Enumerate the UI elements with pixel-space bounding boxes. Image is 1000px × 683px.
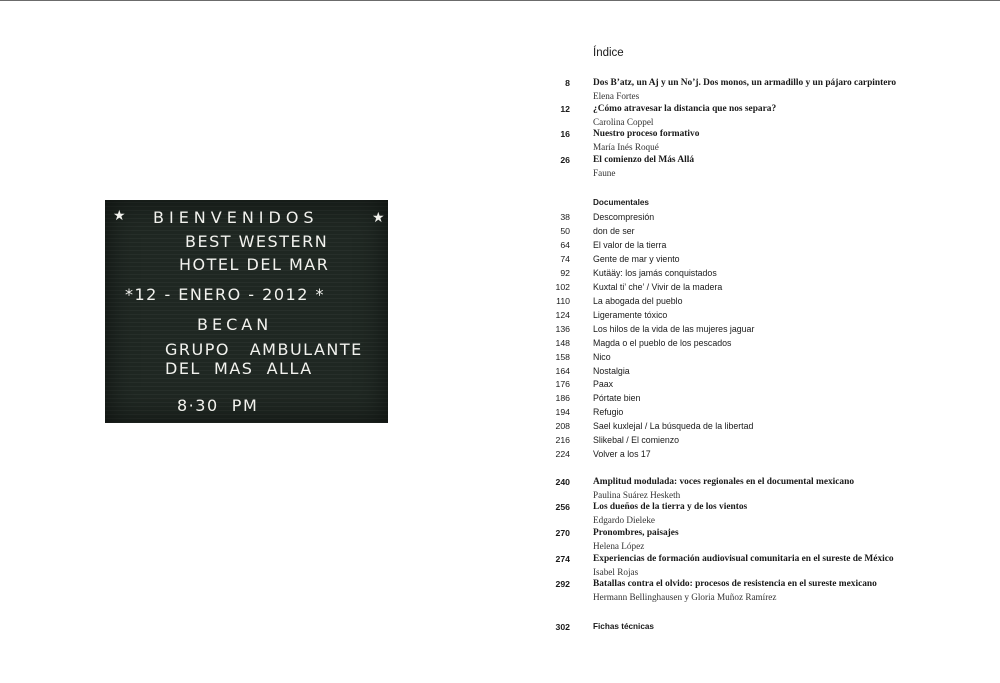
toc-page: 102 xyxy=(555,282,570,292)
toc-entry xyxy=(540,364,1000,378)
toc-entry xyxy=(540,127,1000,152)
toc-title: La abogada del pueblo xyxy=(593,296,683,306)
letterboard-photo xyxy=(105,200,388,423)
toc-entry xyxy=(540,252,1000,266)
toc-entry xyxy=(540,447,1000,461)
sign-line: BEST WESTERN xyxy=(185,232,329,251)
toc-author: Helena López xyxy=(593,541,645,551)
toc-entry xyxy=(540,153,1000,178)
toc-title: Nuestro proceso formativo xyxy=(593,129,700,139)
toc-author: Edgardo Dieleke xyxy=(593,515,655,525)
toc-page: 224 xyxy=(555,449,570,459)
toc-author: Faune xyxy=(593,168,616,178)
toc-entry xyxy=(540,308,1000,322)
toc-title: El comienzo del Más Allá xyxy=(593,155,695,165)
toc-entry xyxy=(540,526,1000,551)
toc-page: 50 xyxy=(560,226,570,236)
toc-title: Descompresión xyxy=(593,212,655,222)
toc-page: 148 xyxy=(555,338,570,348)
toc-page: 292 xyxy=(555,579,570,589)
toc-entry xyxy=(540,433,1000,447)
toc-entry xyxy=(540,620,1000,634)
sign-line: BECAN xyxy=(197,315,273,334)
toc-page: 26 xyxy=(560,155,570,165)
toc-author: Carolina Coppel xyxy=(593,117,654,127)
toc-entry xyxy=(540,552,1000,577)
toc-page: 110 xyxy=(556,296,570,306)
toc-title: Sael kuxlejal / La búsqueda de la libertad xyxy=(593,421,754,431)
toc-title: Pórtate bien xyxy=(593,393,641,403)
toc-entry xyxy=(540,210,1000,224)
sign-line: 8·30 PM xyxy=(177,396,259,415)
toc-page: 92 xyxy=(560,268,570,278)
toc-title: Los hilos de la vida de las mujeres jaguar xyxy=(593,324,755,334)
toc-title: Nico xyxy=(593,352,611,362)
toc-entry xyxy=(540,224,1000,238)
toc-page: 256 xyxy=(555,502,570,512)
toc-title: Ligeramente tóxico xyxy=(593,310,668,320)
toc-entry xyxy=(540,577,1000,602)
index-title: Índice xyxy=(593,47,624,59)
toc-title: Magda o el pueblo de los pescados xyxy=(593,338,732,348)
toc-title: Pronombres, paisajes xyxy=(593,528,679,538)
toc-page: 136 xyxy=(555,324,570,334)
toc-title: Batallas contra el olvido: procesos de resistencia en el sureste mexicano xyxy=(593,579,877,589)
toc-title: Slikebal / El comienzo xyxy=(593,435,680,445)
toc-author: Elena Fortes xyxy=(593,91,640,101)
toc-entry xyxy=(540,391,1000,405)
toc-page: 38 xyxy=(560,212,570,222)
toc-title: Nostalgia xyxy=(593,366,630,376)
toc-entry xyxy=(540,500,1000,525)
toc-author: Isabel Rojas xyxy=(593,567,639,577)
toc-page: 8 xyxy=(565,78,570,88)
toc-entry xyxy=(540,350,1000,364)
toc-page: 12 xyxy=(560,104,570,114)
toc-entry xyxy=(540,102,1000,127)
toc-title: Fichas técnicas xyxy=(593,622,654,631)
toc-title: Amplitud modulada: voces regionales en el documental mexicano xyxy=(593,477,855,487)
toc-entry xyxy=(540,322,1000,336)
toc-title: Los dueños de la tierra y de los vientos xyxy=(593,502,748,512)
top-rule xyxy=(0,0,1000,1)
toc-page: 216 xyxy=(555,435,570,445)
toc-title: don de ser xyxy=(593,226,635,236)
sign-line: *12 - ENERO - 2012 * xyxy=(125,285,325,304)
toc-page: 64 xyxy=(560,240,570,250)
toc-page: 158 xyxy=(555,352,570,362)
toc-title: Gente de mar y viento xyxy=(593,254,680,264)
toc-entry xyxy=(540,336,1000,350)
toc-entry xyxy=(540,405,1000,419)
toc-entry xyxy=(540,294,1000,308)
toc-page: 176 xyxy=(555,379,570,389)
toc-title: ¿Cómo atravesar la distancia que nos separa? xyxy=(593,104,777,114)
section-heading-documentales: Documentales xyxy=(593,198,649,207)
sign-line: DEL MAS ALLA xyxy=(165,359,313,378)
toc-title: Refugio xyxy=(593,407,624,417)
toc-author: María Inés Roqué xyxy=(593,142,659,152)
star-icon: ★ xyxy=(372,210,385,226)
toc-entry xyxy=(540,280,1000,294)
toc-author: Hermann Bellinghausen y Gloria Muñoz Ramírez xyxy=(593,592,777,602)
toc-entry xyxy=(540,76,1000,101)
toc-page: 186 xyxy=(555,393,570,403)
toc-page: 74 xyxy=(560,254,570,264)
toc-page: 240 xyxy=(555,477,570,487)
toc-title: Paax xyxy=(593,379,614,389)
toc-author: Paulina Suárez Hesketh xyxy=(593,490,681,500)
toc-page: 124 xyxy=(555,310,570,320)
toc-title: Experiencias de formación audiovisual comunitaria en el sureste de México xyxy=(593,554,894,564)
toc-title: Volver a los 17 xyxy=(593,449,651,459)
toc-title: Dos B’atz, un Aj y un No’j. Dos monos, un armadillo y un pájaro carpintero xyxy=(593,78,897,88)
toc-page: 270 xyxy=(555,528,570,538)
toc-page: 194 xyxy=(555,407,570,417)
toc-entry xyxy=(540,238,1000,252)
toc-title: Kuxtal ti’ che’ / Vivir de la madera xyxy=(593,282,723,292)
toc-page: 164 xyxy=(555,366,570,376)
star-icon: ★ xyxy=(113,208,126,224)
sign-line: HOTEL DEL MAR xyxy=(179,255,330,274)
toc-title: El valor de la tierra xyxy=(593,240,667,250)
toc-entry xyxy=(540,377,1000,391)
toc-page: 16 xyxy=(560,129,570,139)
sign-line: GRUPO AMBULANTE xyxy=(165,340,363,359)
toc-page: 208 xyxy=(555,421,570,431)
toc-title: Kutääy: los jamás conquistados xyxy=(593,268,717,278)
toc-entry xyxy=(540,419,1000,433)
toc-entry xyxy=(540,475,1000,500)
toc-entry xyxy=(540,266,1000,280)
sign-line: BIENVENIDOS xyxy=(153,208,319,227)
toc-page: 274 xyxy=(555,554,570,564)
toc-page: 302 xyxy=(555,622,570,632)
